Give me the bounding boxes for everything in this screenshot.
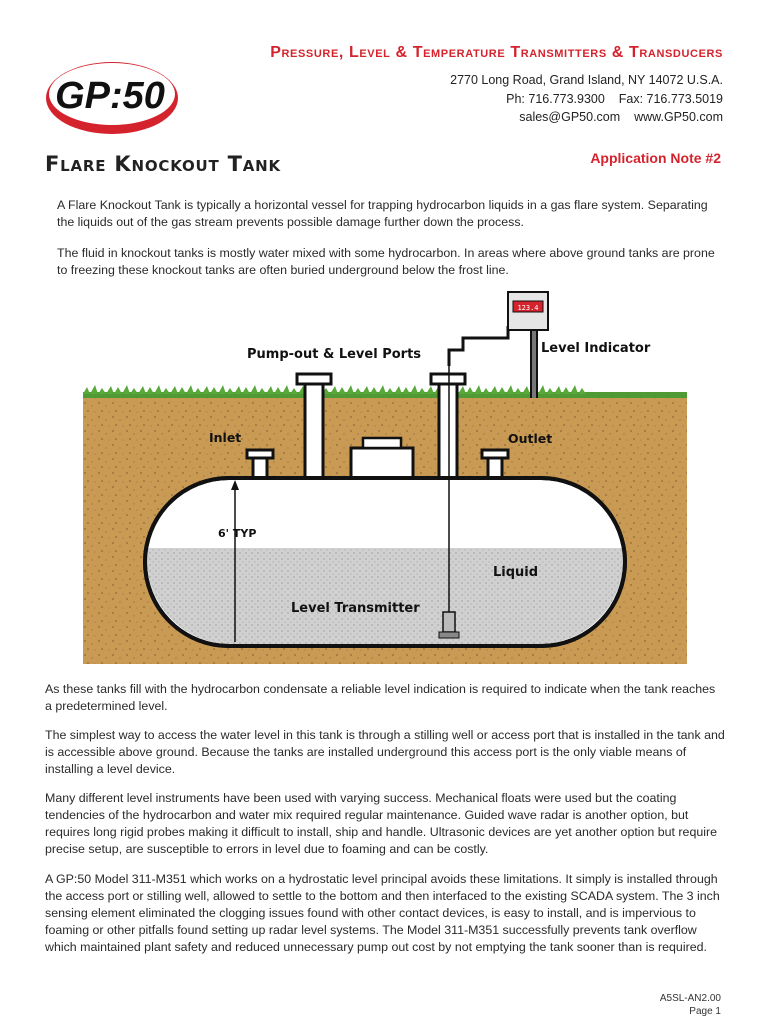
level-indicator-box xyxy=(508,292,548,330)
document-code: A5SL-AN2.00 xyxy=(659,993,721,1004)
body-paragraph: As these tanks fill with the hydrocarbon condensate a reliable level indication is required to indicate when the tank reaches a predetermined level. xyxy=(45,682,716,713)
liquid-label: Liquid xyxy=(493,565,539,580)
body-paragraph: Many different level instruments have been used with varying success. Mechanical floats were used but the coating tendencies of the hydrocarbon and water mix required regular maintenance. Guided wave radar is another option, but requires long rigid probes making it difficult to install, ship and handle. Ultrasonic devices are yet another option but require precise setup, are susceptible to errors in level due to foaming and can be costly. xyxy=(45,791,717,856)
body-paragraph: A GP:50 Model 311-M351 which works on a hydrostatic level principal avoids these limitations. It simply is installed through the access port or stilling well, allowed to settle to the bottom and then interfaced to the existing SCADA system. The 3 inch sensing element eliminated the clogging issues found with other contact devices, is easy to install, and is impervious to foaming or other pitfalls found setting up radar level systems. The Model 311-M351 successfully prevents tank overflow which maintained plant safety and reduced unnecessary pump out cost by not emptying the tank sooner than is required. xyxy=(45,872,720,954)
outlet-label: Outlet xyxy=(508,431,553,446)
page-number: Page 1 xyxy=(689,1006,721,1017)
level-indicator-label: Level Indicator xyxy=(541,341,651,356)
body-paragraph: The simplest way to access the water level in this tank is through a stilling well or access port that is installed in the tank and is accessible above ground. Because the tanks are installed underground this access port is the only viable means of installing a level device. xyxy=(45,728,725,776)
contact-phone-fax xyxy=(506,92,723,106)
signal-cable xyxy=(449,326,508,366)
knockout-tank xyxy=(145,478,625,646)
application-note-number: Application Note #2 xyxy=(590,150,721,166)
company-address: 2770 Long Road, Grand Island, NY 14072 U.S.A. xyxy=(450,73,723,87)
page-title: Flare Knockout Tank xyxy=(45,152,281,176)
phone-number: Ph: 716.773.9300 xyxy=(506,92,605,106)
inlet-label: Inlet xyxy=(209,430,242,445)
website-link[interactable]: www.GP50.com xyxy=(634,110,723,124)
email-link[interactable]: sales@GP50.com xyxy=(519,110,621,124)
indicator-display: 123.4 xyxy=(517,304,539,312)
pump-out-label: Pump-out & Level Ports xyxy=(247,347,422,362)
contact-email-web xyxy=(519,110,723,124)
intro-paragraph: A Flare Knockout Tank is typically a horizontal vessel for trapping hydrocarbon liquids in a gas flare system. Separating the liquids out of the gas stream prevents possible damage further down the process. xyxy=(57,198,708,229)
intro-paragraph: The fluid in knockout tanks is mostly water mixed with some hydrocarbon. In areas where above ground tanks are prone to freezing these knockout tanks are often buried underground below the frost line. xyxy=(57,246,715,277)
dimension-label: 6' TYP xyxy=(218,527,257,540)
liquid-fill xyxy=(147,548,623,644)
fax-number: Fax: 716.773.5019 xyxy=(618,92,723,106)
logo-text: GP:50 xyxy=(55,75,165,117)
gp50-logo xyxy=(40,50,190,150)
grass-line xyxy=(83,385,687,398)
level-transmitter-label: Level Transmitter xyxy=(291,601,420,616)
company-tagline: Pressure, Level & Temperature Transmitters & Transducers xyxy=(270,44,723,61)
knockout-tank-diagram xyxy=(83,288,687,664)
